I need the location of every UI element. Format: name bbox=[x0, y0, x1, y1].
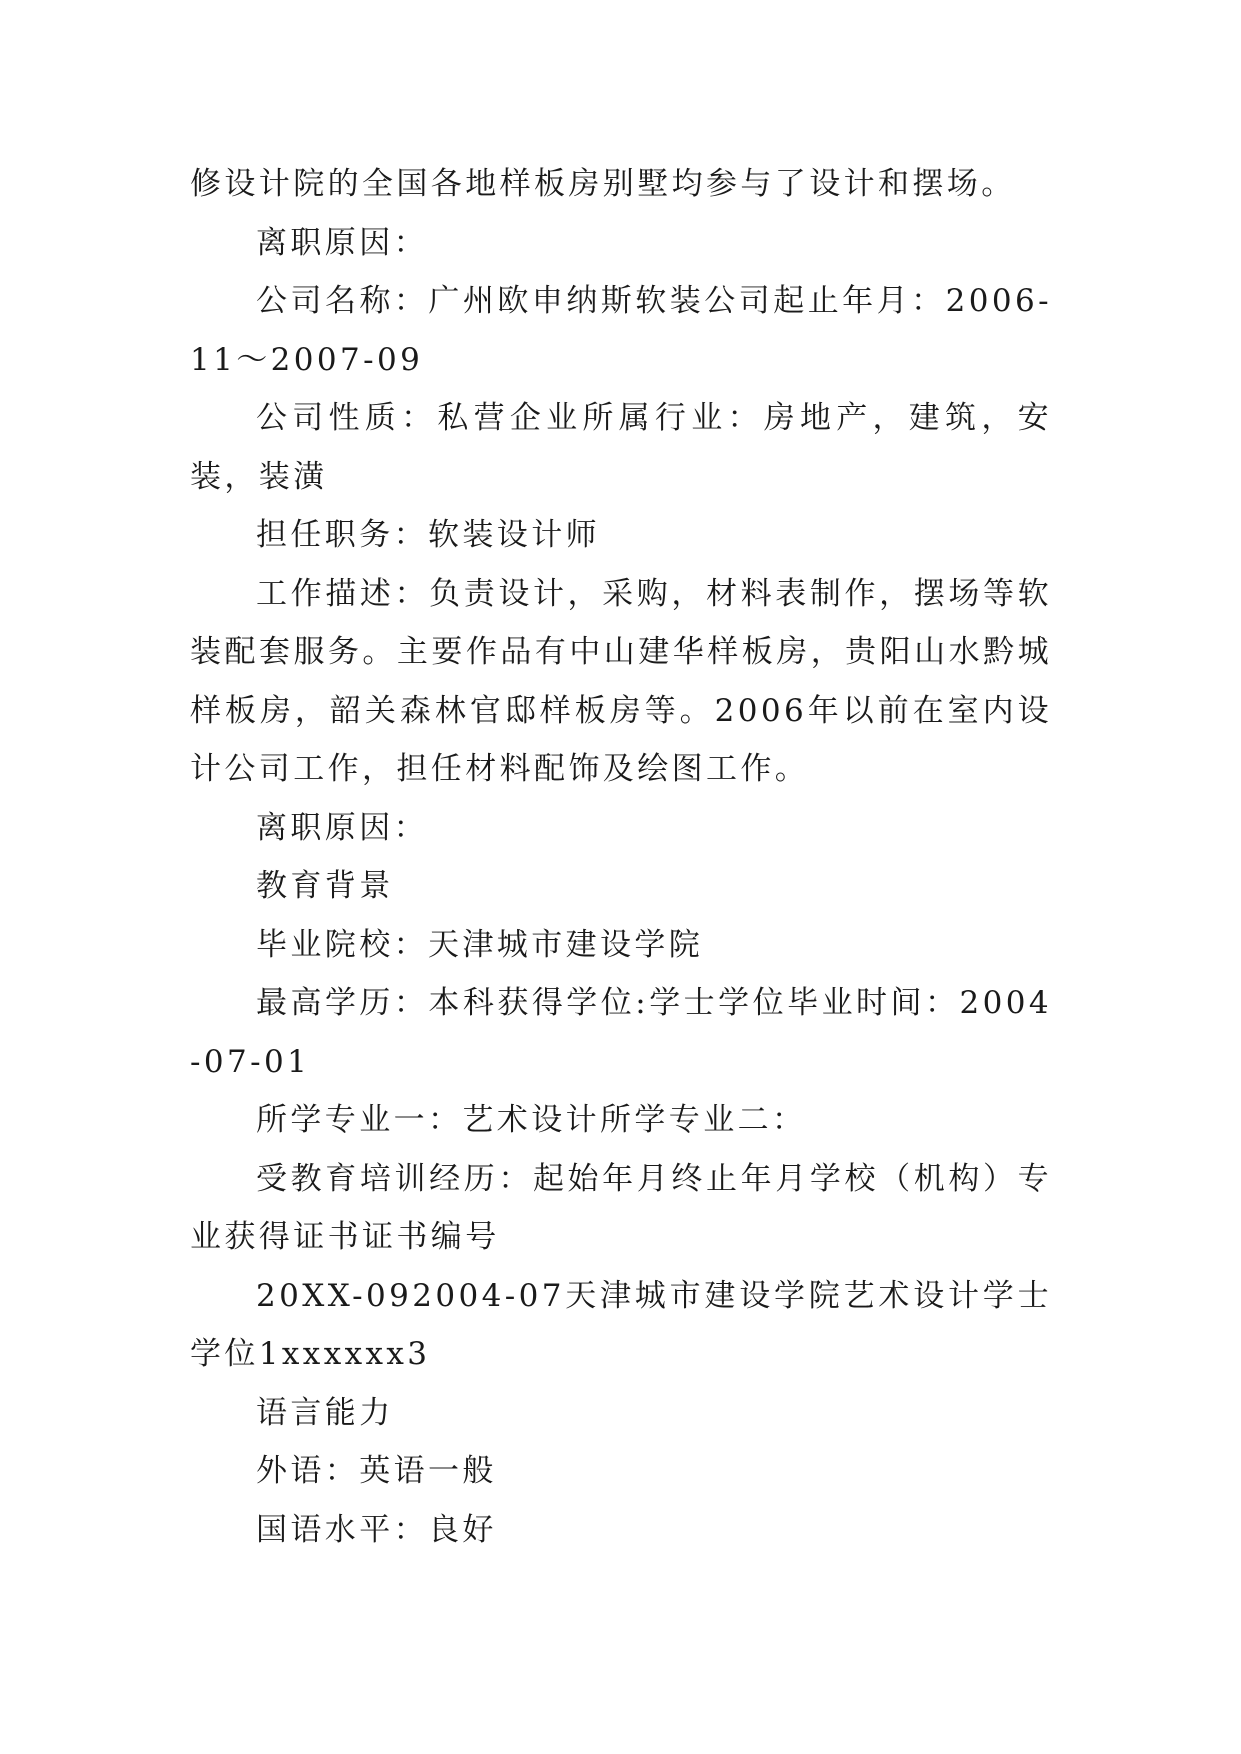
paragraph-design-participation: 修设计院的全国各地样板房别墅均参与了设计和摆场。 bbox=[190, 166, 1016, 202]
paragraph-graduate-school: 毕业院校：天津城市建设学院 bbox=[256, 926, 704, 963]
paragraph-company-nature: 公司性质：私营企业所属行业：房地产，建筑，安装，装潢 bbox=[190, 400, 1052, 495]
paragraph-company-name: 公司名称：广州欧申纳斯软装公司起止年月：2006-11～2007-09 bbox=[190, 283, 1052, 378]
document-page bbox=[190, 155, 1052, 1559]
paragraph-mandarin-level: 国语水平：良好 bbox=[256, 1511, 497, 1548]
paragraph-training-header: 受教育培训经历：起始年月终止年月学校（机构）专业获得证书证书编号 bbox=[190, 1160, 1052, 1255]
section-heading-education: 教育背景 bbox=[256, 868, 394, 904]
paragraph-job-description: 工作描述：负责设计，采购，材料表制作，摆场等软装配套服务。主要作品有中山建华样板房，贵阳山水黔城样板房，韶关森林官邸样板房等。2006年以前在室内设计公司工作，担任材料配饰及绘图工作。 bbox=[190, 575, 1052, 787]
section-heading-language: 语言能力 bbox=[256, 1394, 394, 1431]
paragraph-foreign-language: 外语：英语一般 bbox=[256, 1453, 497, 1489]
paragraph-training-record: 20XX-092004-07天津城市建设学院艺术设计学士学位1xxxxxx3 bbox=[190, 1277, 1052, 1372]
paragraph-majors: 所学专业一：艺术设计所学专业二： bbox=[256, 1102, 807, 1138]
paragraph-highest-degree: 最高学历：本科获得学位:学士学位毕业时间：2004-07-01 bbox=[190, 985, 1052, 1080]
paragraph-leave-reason-2: 离职原因： bbox=[256, 809, 428, 846]
paragraph-leave-reason-1: 离职原因： bbox=[256, 224, 428, 261]
paragraph-position: 担任职务：软装设计师 bbox=[256, 517, 600, 553]
